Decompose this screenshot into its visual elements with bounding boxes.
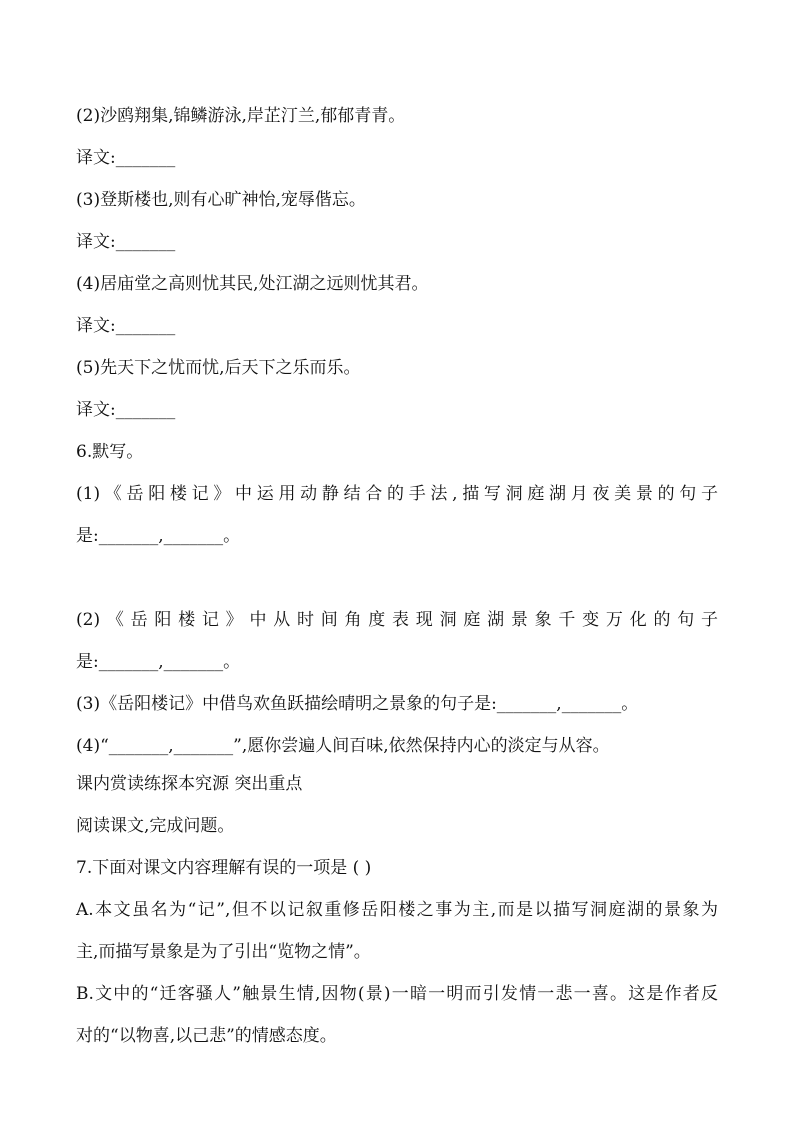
question-6-4: (4)“_______,_______”,愿你尝遍人间百味,依然保持内心的淡定与从容。 [76,736,610,756]
sentence-2: (2)沙鸥翔集,锦鳞游泳,岸芷汀兰,郁郁青青。 [76,106,406,126]
question-6-heading: 6.默写。 [76,442,144,462]
sentence-3: (3)登斯楼也,则有心旷神怡,宠辱偕忘。 [76,190,366,210]
sentence-4: (4)居庙堂之高则忧其民,处江湖之远则忧其君。 [76,274,429,294]
question-6-2-line-1: (2)《岳阳楼记》中从时间角度表现洞庭湖景象千变万化的句子 [76,610,718,630]
question-6-1-line-1: (1)《岳阳楼记》中运用动静结合的手法,描写洞庭湖月夜美景的句子 [76,484,718,504]
option-b-line-2: 对的“以物喜,以己悲”的情感态度。 [76,1026,337,1046]
section-heading: 课内赏读练探本究源 突出重点 [76,774,303,794]
question-6-2-line-2: 是:_______,_______。 [76,652,241,672]
question-7: 7.下面对课文内容理解有误的一项是 ( ) [76,858,372,878]
translation-blank-2: 译文:_______ [76,148,176,168]
option-b-line-1: B.文中的“迁客骚人”触景生情,因物(景)一暗一明而引发情一悲一喜。这是作者反 [76,984,718,1004]
option-a-line-1: A.本文虽名为“记”,但不以记叙重修岳阳楼之事为主,而是以描写洞庭湖的景象为 [76,900,718,920]
question-6-1-line-2: 是:_______,_______。 [76,526,241,546]
translation-blank-4: 译文:_______ [76,316,176,336]
section-instruction: 阅读课文,完成问题。 [76,816,235,836]
question-6-3: (3)《岳阳楼记》中借鸟欢鱼跃描绘晴明之景象的句子是:_______,_______。 [76,694,639,714]
sentence-5: (5)先天下之忧而忧,后天下之乐而乐。 [76,358,361,378]
translation-blank-5: 译文:_______ [76,400,176,420]
option-a-line-2: 主,而描写景象是为了引出“览物之情”。 [76,942,371,962]
translation-blank-3: 译文:_______ [76,232,176,252]
